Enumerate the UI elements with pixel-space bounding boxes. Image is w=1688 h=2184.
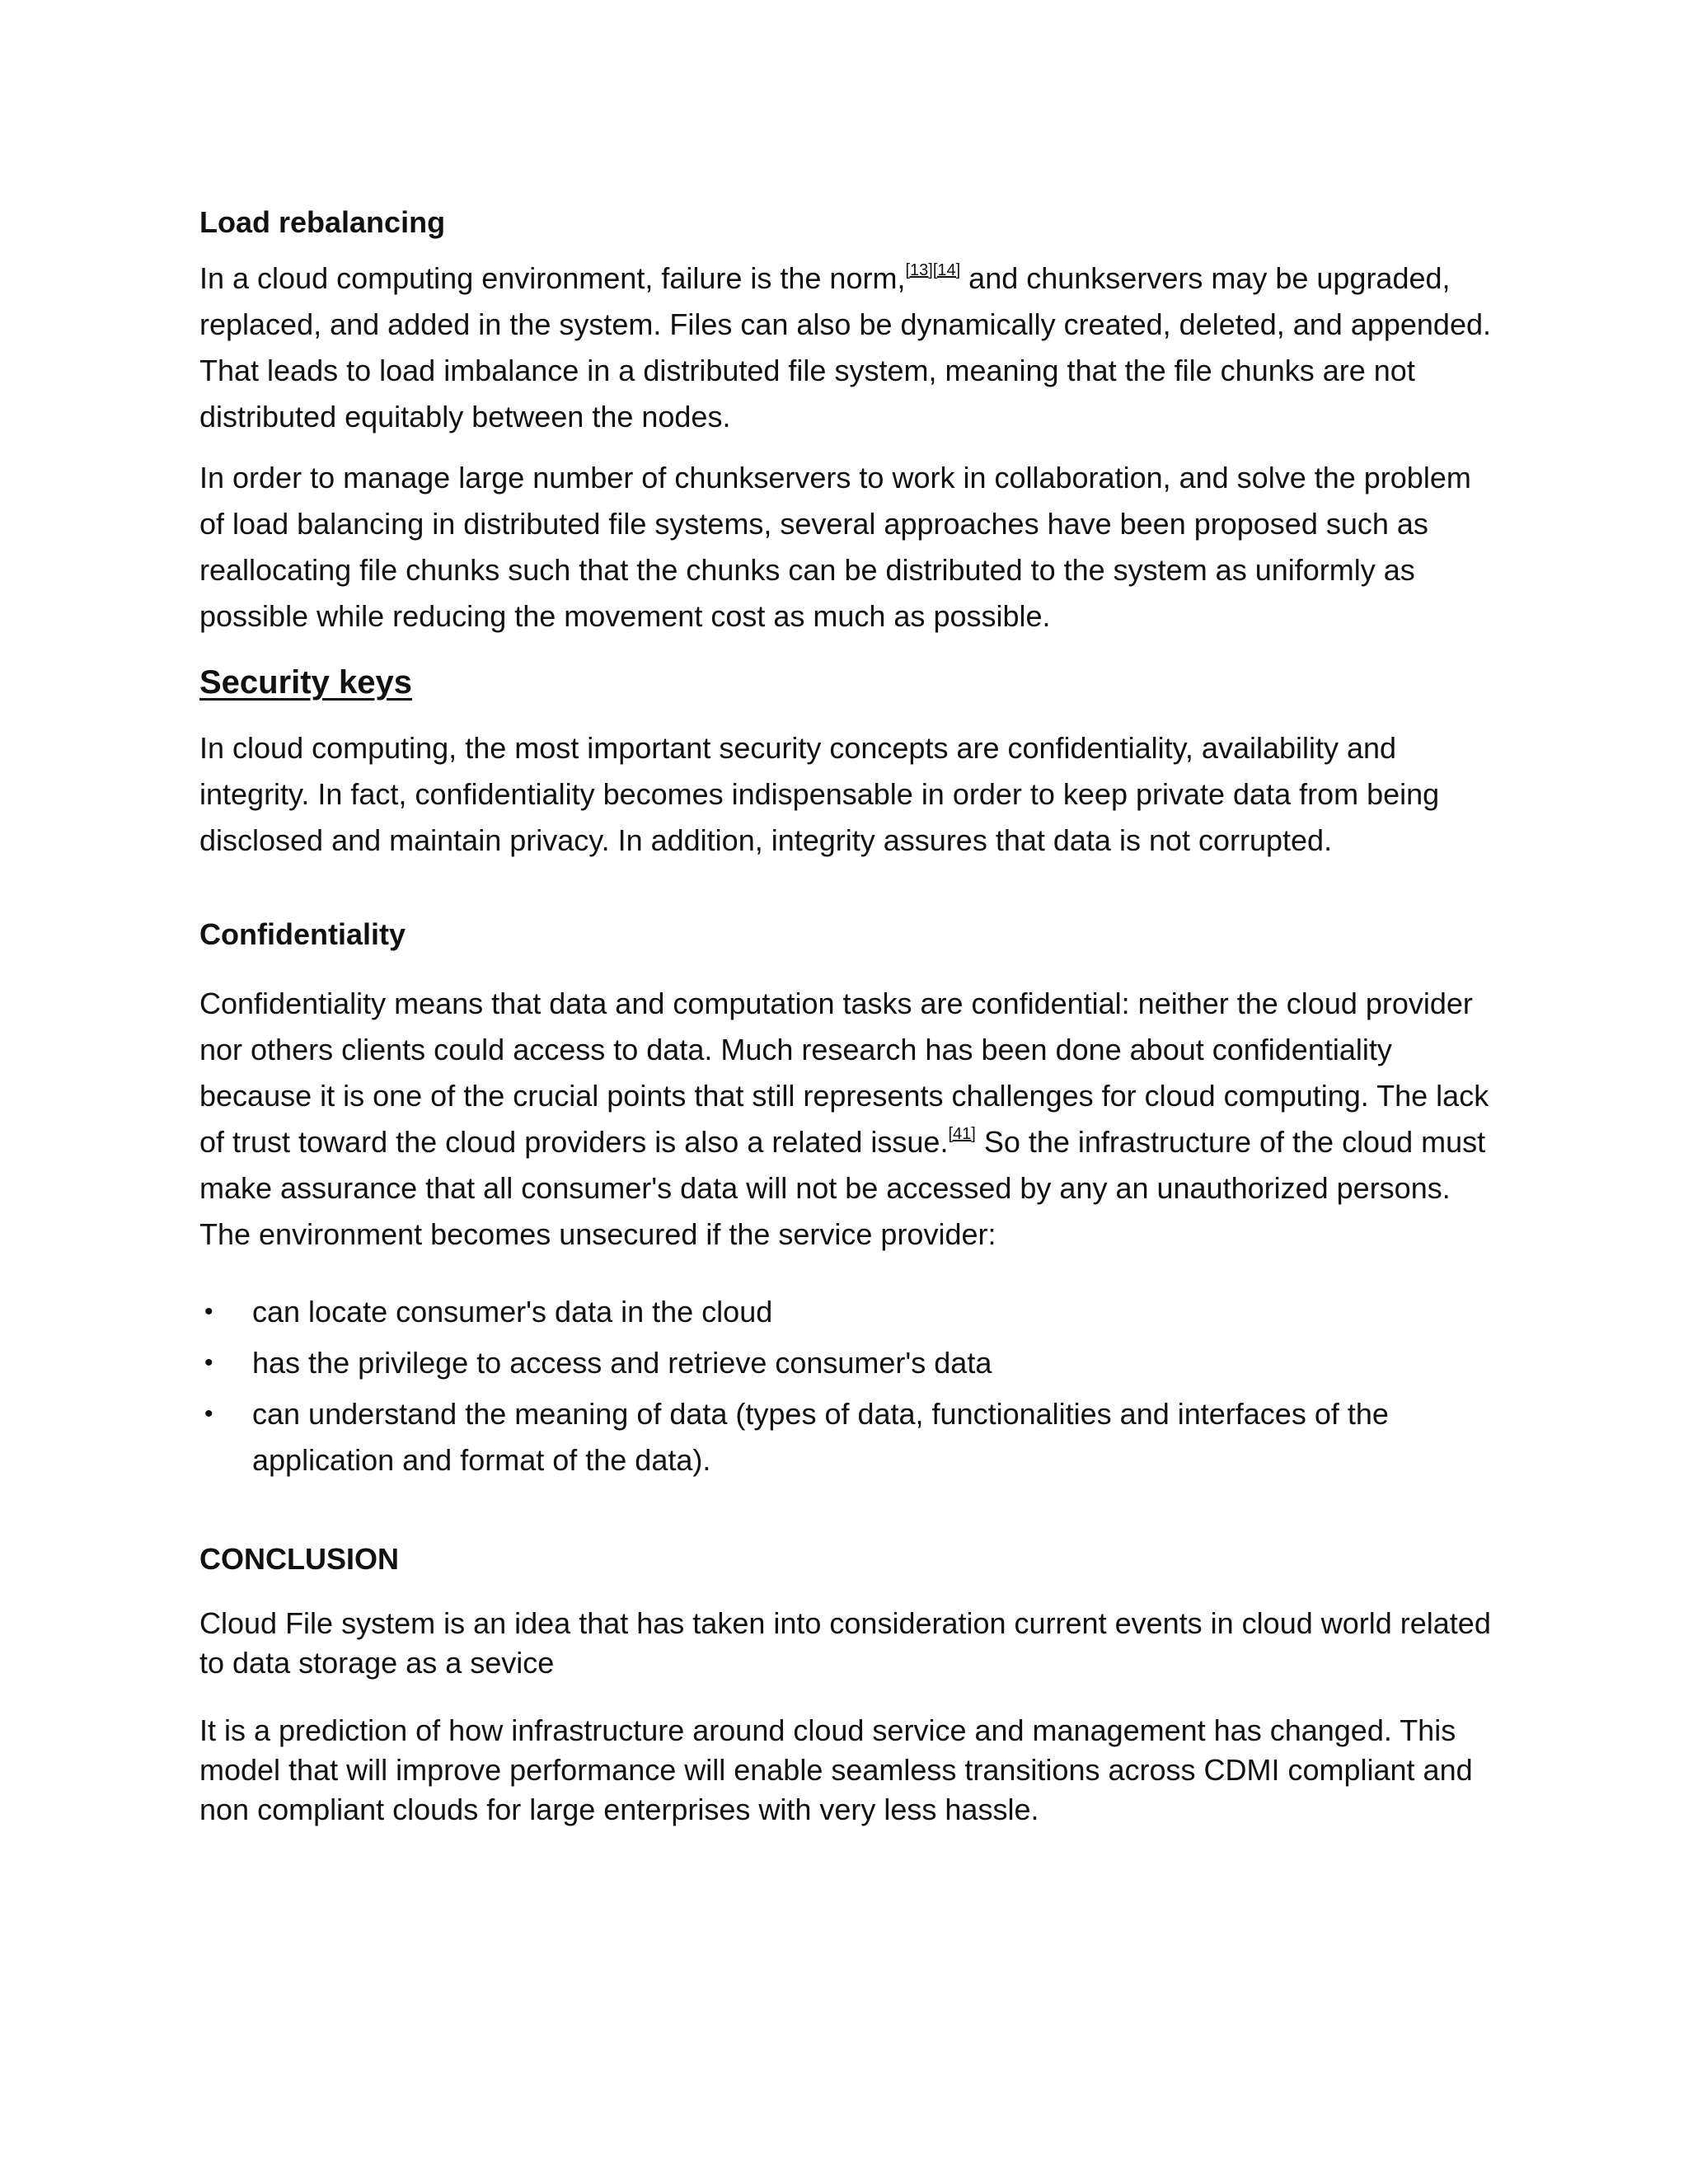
- list-item: [199, 1289, 1502, 1335]
- paragraph-text: Confidentiality means that data and computation tasks are confidential: neither the cloud provider nor others clients could access to data. Much research has been done about confidentiality because it is one of the crucial points that still represents challenges for cloud computing. The lack of trust toward the cloud providers is also a related issue.: [199, 987, 1489, 1159]
- section-security-keys: [199, 658, 1502, 864]
- citation-link[interactable]: [13][14]: [905, 261, 961, 279]
- document-page: [199, 198, 1502, 1830]
- list-item: [199, 1391, 1502, 1483]
- paragraph-text: and chunkservers may be upgraded, replaced, and added in the system. Files can also be dynamically created, deleted, and appended. That leads to load imbalance in a distributed file system, meaning that the file chunks are not distributed equitably between the nodes.: [199, 261, 1492, 434]
- list-item-text: can understand the meaning of data (types of data, functionalities and interfaces of the application and format of the data).: [252, 1397, 1389, 1477]
- bullet-list: [199, 1289, 1502, 1483]
- paragraph-conclusion-1: Cloud File system is an idea that has taken into consideration current events in cloud world related to data storage as a sevice: [199, 1606, 1491, 1680]
- list-item-text: has the privilege to access and retrieve consumer's data: [252, 1346, 992, 1380]
- section-load-rebalancing: [199, 198, 1502, 640]
- bullet-icon: •: [204, 1400, 213, 1427]
- paragraph-confidentiality-1: [199, 981, 1502, 1258]
- paragraph-conclusion-2: It is a prediction of how infrastructure around cloud service and management has changed. This model that will improve performance will enable seamless transitions across CDMI compliant and non compliant clouds for large enterprises with very less hassle.: [199, 1713, 1473, 1826]
- heading-confidentiality: Confidentiality: [199, 917, 406, 951]
- section-conclusion: [199, 1535, 1502, 1830]
- bullet-icon: •: [204, 1298, 213, 1325]
- list-item: [199, 1340, 1502, 1386]
- list-item-text: can locate consumer's data in the cloud: [252, 1295, 773, 1329]
- heading-security-keys: Security keys: [199, 664, 412, 701]
- paragraph-text: In a cloud computing environment, failure is the norm,: [199, 261, 906, 295]
- paragraph-load-rebalancing-1: [199, 255, 1502, 440]
- section-confidentiality: [199, 910, 1502, 1483]
- citation-link[interactable]: [41]: [948, 1125, 976, 1143]
- bullet-icon: •: [204, 1349, 213, 1376]
- paragraph-load-rebalancing-2: In order to manage large number of chunkservers to work in collaboration, and solve the problem of load balancing in distributed file systems, several approaches have been proposed such as reallocating file chunks such that the chunks can be distributed to the system as uniformly as possible while reducing the movement cost as much as possible.: [199, 461, 1471, 633]
- heading-conclusion: CONCLUSION: [199, 1542, 399, 1576]
- paragraph-text: So the infrastructure of the cloud must make assurance that all consumer's data will not be accessed by any an unauthorized persons. The environment becomes unsecured if the service provider:: [199, 1125, 1486, 1251]
- heading-load-rebalancing: Load rebalancing: [199, 205, 446, 239]
- paragraph-security-keys-1: In cloud computing, the most important security concepts are confidentiality, availability and integrity. In fact, confidentiality becomes indispensable in order to keep private data from being disclosed and maintain privacy. In addition, integrity assures that data is not corrupted.: [199, 731, 1440, 857]
